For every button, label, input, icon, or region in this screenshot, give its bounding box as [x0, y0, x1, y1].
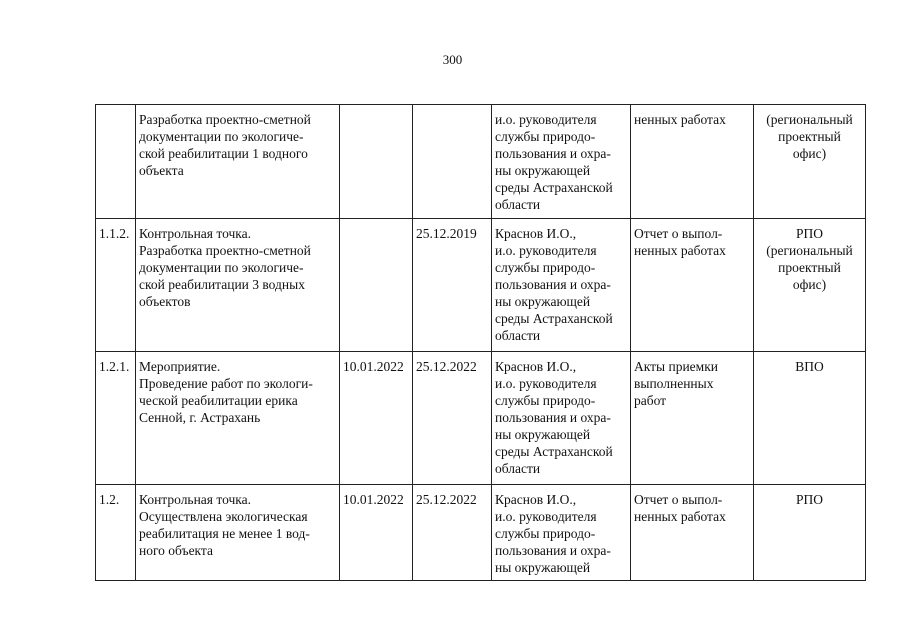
row-end-date: 25.12.2022 — [413, 485, 492, 581]
row-number — [96, 105, 136, 219]
row-end-date: 25.12.2019 — [413, 219, 492, 352]
row-description: Контрольная точка. Разработка проектно-сметной документации по экологиче- ской реабилитации 3 водных объектов — [136, 219, 340, 352]
row-number: 1.2. — [96, 485, 136, 581]
row-responsible-office: (региональный проектный офис) — [754, 105, 866, 219]
row-description: Разработка проектно-сметной документации по экологиче- ской реабилитации 1 водного объекта — [136, 105, 340, 219]
row-responsible-person: Краснов И.О., и.о. руководителя службы природо- пользования и охра- ны окружающей среды Астраханской области — [492, 352, 631, 485]
row-responsible-person: Краснов И.О., и.о. руководителя службы природо- пользования и охра- ны окружающей среды Астраханской области — [492, 219, 631, 352]
page-number: 300 — [442, 52, 463, 67]
plan-table — [95, 104, 866, 581]
row-responsible-office: РПО — [754, 485, 866, 581]
table-row — [96, 485, 866, 581]
row-responsible-person: и.о. руководителя службы природо- пользования и охра- ны окружающей среды Астраханской области — [492, 105, 631, 219]
row-description: Контрольная точка. Осуществлена экологическая реабилитация не менее 1 вод- ного объекта — [136, 485, 340, 581]
row-start-date: 10.01.2022 — [340, 485, 413, 581]
row-start-date: 10.01.2022 — [340, 352, 413, 485]
row-start-date — [340, 219, 413, 352]
row-start-date — [340, 105, 413, 219]
row-responsible-person: Краснов И.О., и.о. руководителя службы природо- пользования и охра- ны окружающей — [492, 485, 631, 581]
row-responsible-office: РПО (региональный проектный офис) — [754, 219, 866, 352]
row-number: 1.1.2. — [96, 219, 136, 352]
table-row — [96, 219, 866, 352]
row-end-date — [413, 105, 492, 219]
table-row — [96, 105, 866, 219]
row-result: Отчет о выпол- ненных работах — [631, 219, 754, 352]
row-result: Акты приемки выполненных работ — [631, 352, 754, 485]
row-responsible-office: ВПО — [754, 352, 866, 485]
row-result: ненных работах — [631, 105, 754, 219]
row-description: Мероприятие. Проведение работ по экологи- ческой реабилитации ерика Сенной, г. Астрахань — [136, 352, 340, 485]
row-number: 1.2.1. — [96, 352, 136, 485]
table-row — [96, 352, 866, 485]
row-result: Отчет о выпол- ненных работах — [631, 485, 754, 581]
row-end-date: 25.12.2022 — [413, 352, 492, 485]
